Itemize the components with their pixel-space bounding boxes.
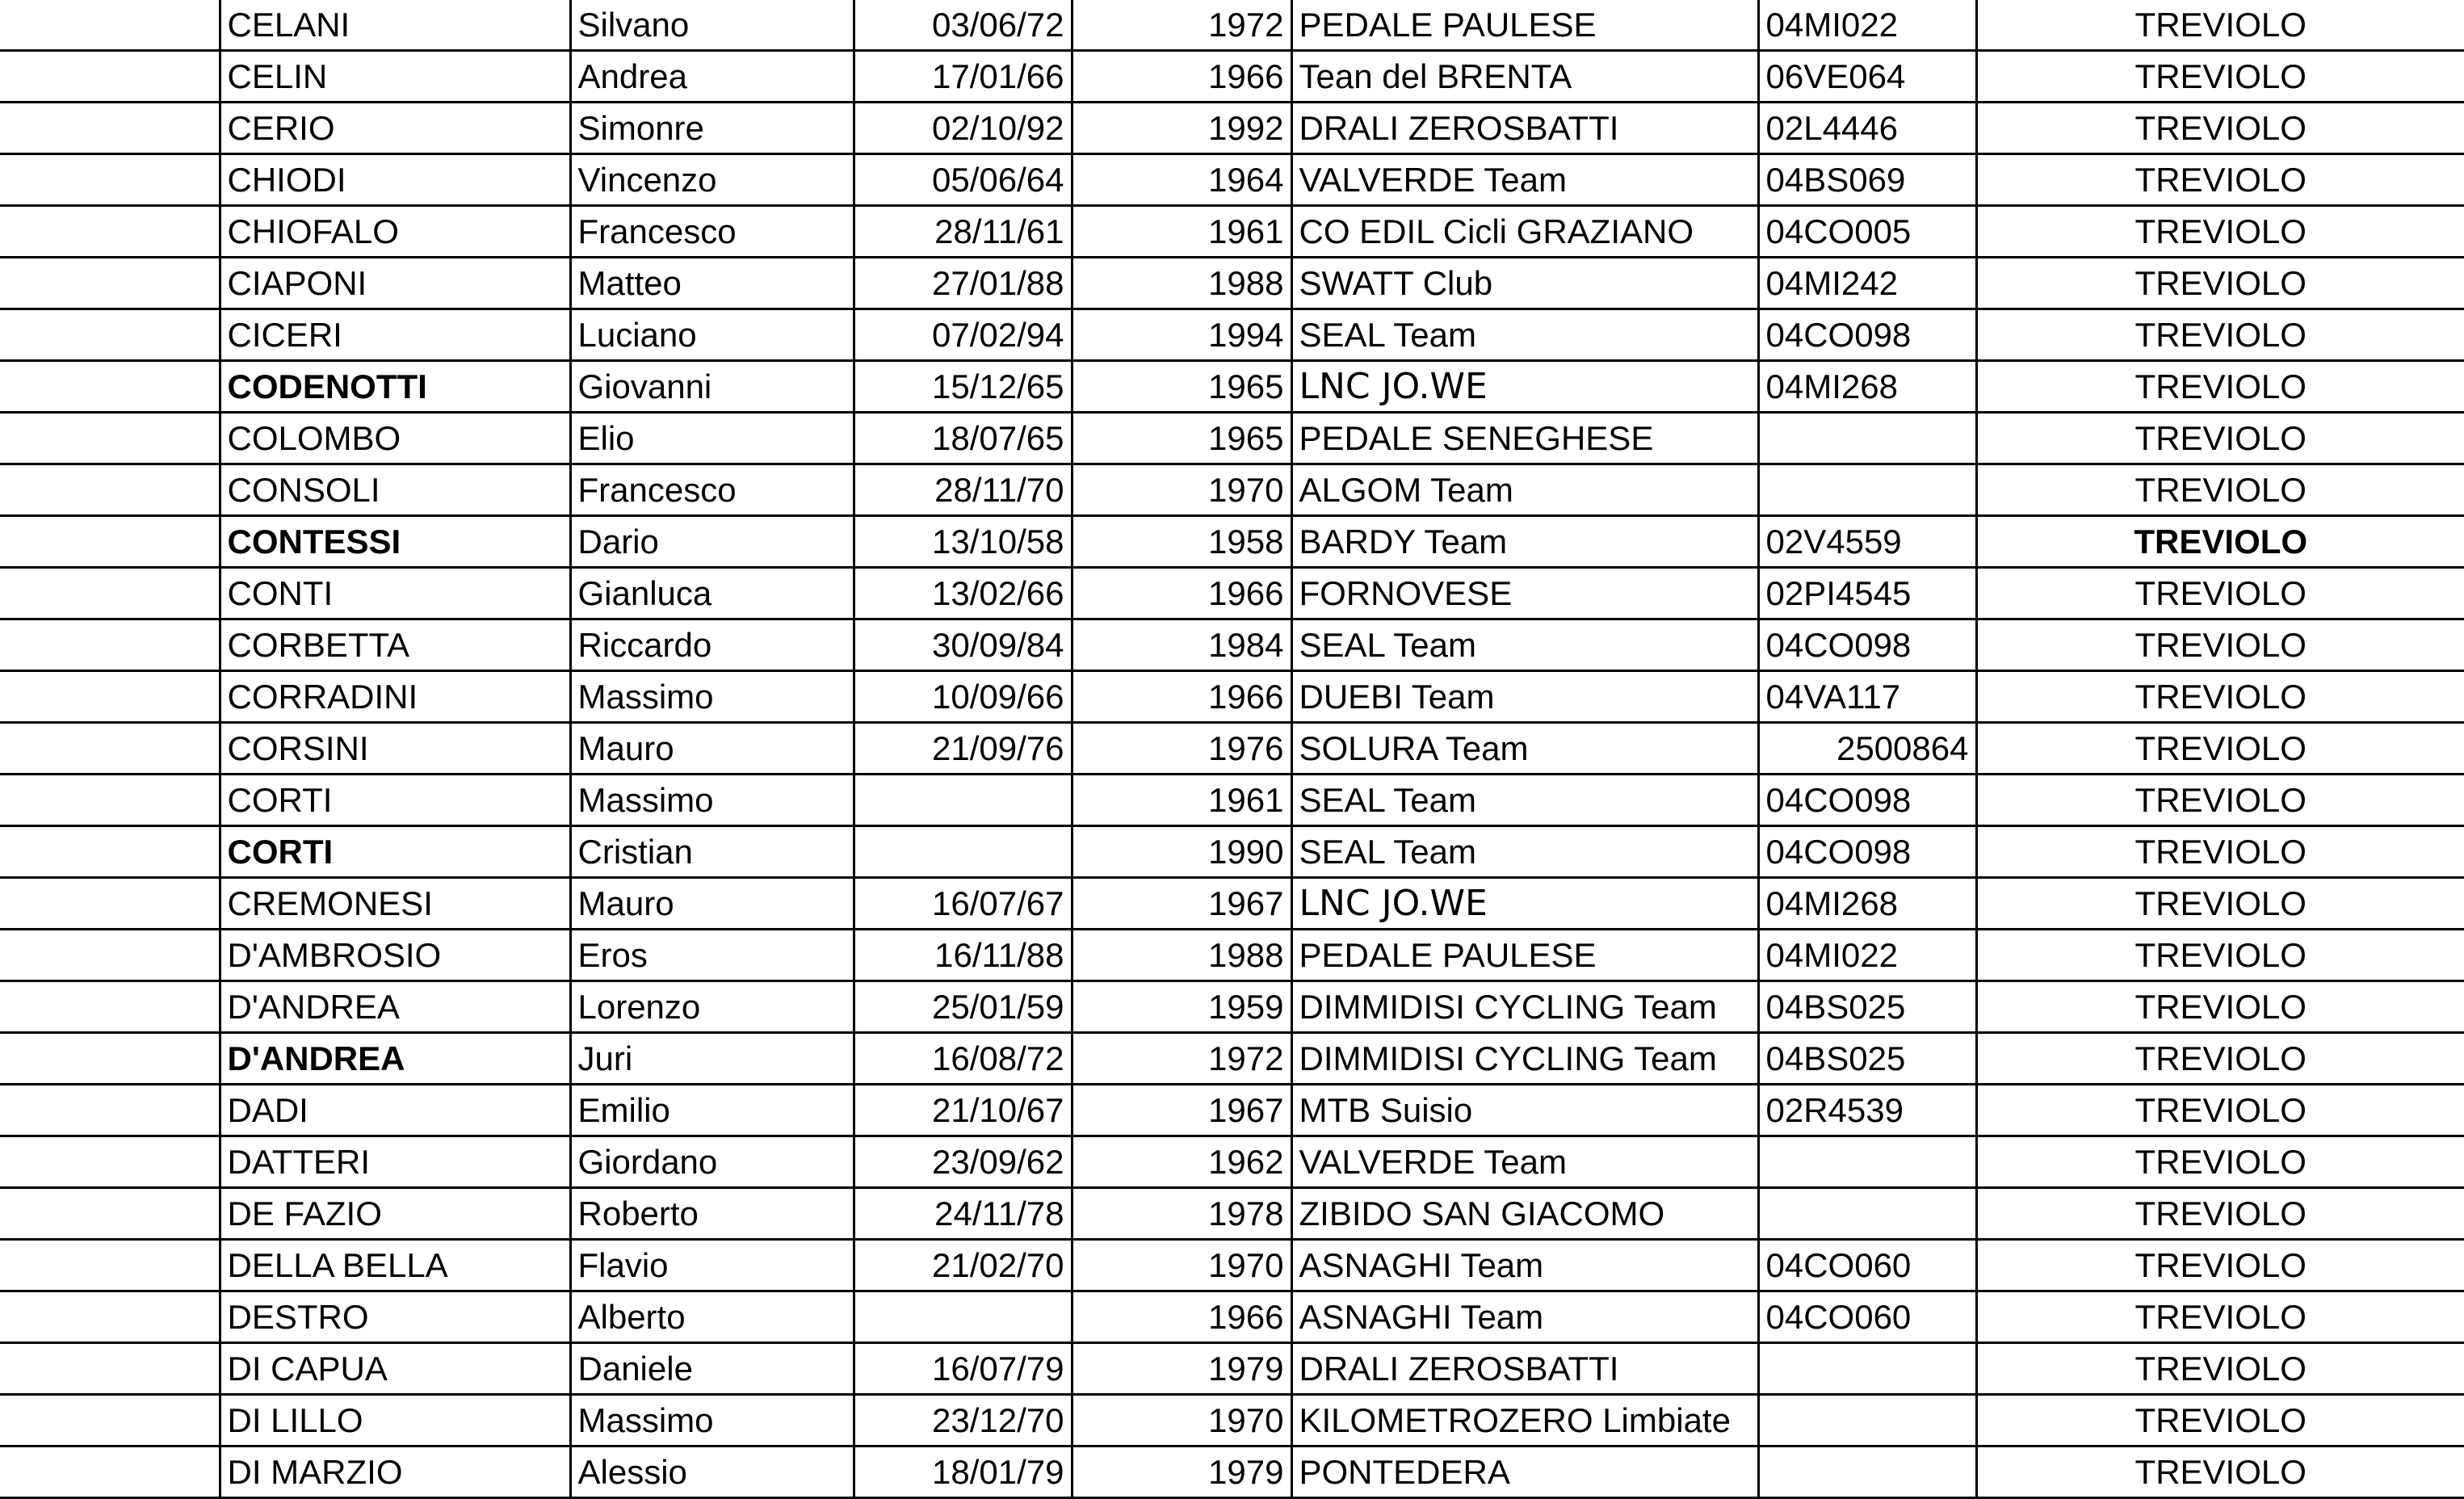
table-row <box>0 413 2464 464</box>
location-cell: TREVIOLO <box>1976 775 2464 826</box>
team-cell: SOLURA Team <box>1291 723 1758 775</box>
empty-cell <box>0 878 220 930</box>
surname-cell: DI MARZIO <box>220 1447 570 1498</box>
first-name-cell: Alessio <box>570 1447 854 1498</box>
team-cell: SEAL Team <box>1291 619 1758 671</box>
empty-cell <box>0 258 220 309</box>
surname-cell: DELLA BELLA <box>220 1240 570 1291</box>
team-cell: ALGOM Team <box>1291 464 1758 516</box>
table-row <box>0 826 2464 878</box>
first-name-cell: Mauro <box>570 723 854 775</box>
birth-date-cell: 21/09/76 <box>854 723 1072 775</box>
surname-cell: CODENOTTI <box>220 361 570 413</box>
empty-cell <box>0 206 220 258</box>
table-row <box>0 1136 2464 1188</box>
location-cell: TREVIOLO <box>1976 1291 2464 1343</box>
birth-year-cell: 1966 <box>1072 568 1291 619</box>
team-cell: SEAL Team <box>1291 826 1758 878</box>
table-row <box>0 1033 2464 1085</box>
surname-cell: CORRADINI <box>220 671 570 723</box>
surname-cell: CONSOLI <box>220 464 570 516</box>
birth-year-cell: 1992 <box>1072 103 1291 154</box>
first-name-cell: Simonre <box>570 103 854 154</box>
team-code-cell <box>1758 464 1976 516</box>
empty-cell <box>0 0 220 51</box>
team-code-cell: 04MI268 <box>1758 361 1976 413</box>
table-row <box>0 1395 2464 1447</box>
first-name-cell: Roberto <box>570 1188 854 1240</box>
first-name-cell: Gianluca <box>570 568 854 619</box>
birth-year-cell: 1988 <box>1072 258 1291 309</box>
team-code-cell: 04BS069 <box>1758 154 1976 206</box>
empty-cell <box>0 413 220 464</box>
team-cell: PEDALE SENEGHESE <box>1291 413 1758 464</box>
team-code-cell: 04MI022 <box>1758 930 1976 981</box>
table-row <box>0 1291 2464 1343</box>
team-cell: ASNAGHI Team <box>1291 1240 1758 1291</box>
empty-cell <box>0 1343 220 1395</box>
table-row <box>0 671 2464 723</box>
birth-year-cell: 1970 <box>1072 464 1291 516</box>
first-name-cell: Francesco <box>570 464 854 516</box>
team-code-cell: 04MI022 <box>1758 0 1976 51</box>
surname-cell: CELIN <box>220 51 570 103</box>
surname-cell: CIAPONI <box>220 258 570 309</box>
team-code-cell: 04CO060 <box>1758 1240 1976 1291</box>
location-cell: TREVIOLO <box>1976 723 2464 775</box>
table-row <box>0 258 2464 309</box>
empty-cell <box>0 1136 220 1188</box>
birth-date-cell <box>854 826 1072 878</box>
birth-date-cell: 17/01/66 <box>854 51 1072 103</box>
birth-year-cell: 1966 <box>1072 671 1291 723</box>
first-name-cell: Alberto <box>570 1291 854 1343</box>
first-name-cell: Dario <box>570 516 854 568</box>
location-cell: TREVIOLO <box>1976 1188 2464 1240</box>
first-name-cell: Massimo <box>570 775 854 826</box>
team-cell: PEDALE PAULESE <box>1291 0 1758 51</box>
surname-cell: CORTI <box>220 775 570 826</box>
birth-date-cell: 07/02/94 <box>854 309 1072 361</box>
table-row <box>0 51 2464 103</box>
team-cell: SWATT Club <box>1291 258 1758 309</box>
birth-date-cell: 28/11/61 <box>854 206 1072 258</box>
surname-cell: D'ANDREA <box>220 981 570 1033</box>
birth-year-cell: 1988 <box>1072 930 1291 981</box>
birth-date-cell: 30/09/84 <box>854 619 1072 671</box>
table-row <box>0 1085 2464 1136</box>
empty-cell <box>0 619 220 671</box>
birth-date-cell <box>854 1291 1072 1343</box>
birth-year-cell: 1979 <box>1072 1343 1291 1395</box>
table-row <box>0 878 2464 930</box>
empty-cell <box>0 1447 220 1498</box>
team-cell: DIMMIDISI CYCLING Team <box>1291 981 1758 1033</box>
empty-cell <box>0 516 220 568</box>
team-code-cell: 04BS025 <box>1758 981 1976 1033</box>
first-name-cell: Lorenzo <box>570 981 854 1033</box>
birth-year-cell: 1979 <box>1072 1447 1291 1498</box>
table-row <box>0 1447 2464 1498</box>
team-cell: DRALI ZEROSBATTI <box>1291 103 1758 154</box>
birth-year-cell: 1970 <box>1072 1395 1291 1447</box>
surname-cell: COLOMBO <box>220 413 570 464</box>
birth-date-cell: 28/11/70 <box>854 464 1072 516</box>
table-row <box>0 464 2464 516</box>
birth-year-cell: 1976 <box>1072 723 1291 775</box>
birth-year-cell: 1990 <box>1072 826 1291 878</box>
birth-date-cell: 15/12/65 <box>854 361 1072 413</box>
first-name-cell: Giovanni <box>570 361 854 413</box>
team-cell: CO EDIL Cicli GRAZIANO <box>1291 206 1758 258</box>
table-row <box>0 361 2464 413</box>
location-cell: TREVIOLO <box>1976 568 2464 619</box>
first-name-cell: Vincenzo <box>570 154 854 206</box>
empty-cell <box>0 464 220 516</box>
location-cell: TREVIOLO <box>1976 619 2464 671</box>
location-cell: TREVIOLO <box>1976 1447 2464 1498</box>
empty-cell <box>0 930 220 981</box>
surname-cell: CELANI <box>220 0 570 51</box>
first-name-cell: Cristian <box>570 826 854 878</box>
first-name-cell: Eros <box>570 930 854 981</box>
team-code-cell: 04VA117 <box>1758 671 1976 723</box>
birth-date-cell: 10/09/66 <box>854 671 1072 723</box>
birth-date-cell: 16/07/67 <box>854 878 1072 930</box>
empty-cell <box>0 361 220 413</box>
location-cell: TREVIOLO <box>1976 1033 2464 1085</box>
empty-cell <box>0 154 220 206</box>
surname-cell: CERIO <box>220 103 570 154</box>
team-code-cell: 04BS025 <box>1758 1033 1976 1085</box>
location-cell: TREVIOLO <box>1976 671 2464 723</box>
location-cell: TREVIOLO <box>1976 361 2464 413</box>
table-row <box>0 1343 2464 1395</box>
birth-year-cell: 1966 <box>1072 1291 1291 1343</box>
table-row <box>0 1240 2464 1291</box>
team-cell: DRALI ZEROSBATTI <box>1291 1343 1758 1395</box>
birth-date-cell: 02/10/92 <box>854 103 1072 154</box>
birth-year-cell: 1978 <box>1072 1188 1291 1240</box>
location-cell: TREVIOLO <box>1976 1343 2464 1395</box>
surname-cell: DESTRO <box>220 1291 570 1343</box>
team-code-cell <box>1758 1447 1976 1498</box>
first-name-cell: Matteo <box>570 258 854 309</box>
team-cell: LNC JO.WE <box>1291 878 1758 930</box>
team-cell: MTB Suisio <box>1291 1085 1758 1136</box>
team-cell: LNC JO.WE <box>1291 361 1758 413</box>
empty-cell <box>0 671 220 723</box>
location-cell: TREVIOLO <box>1976 154 2464 206</box>
birth-date-cell: 18/07/65 <box>854 413 1072 464</box>
team-code-cell: 06VE064 <box>1758 51 1976 103</box>
birth-year-cell: 1961 <box>1072 775 1291 826</box>
first-name-cell: Riccardo <box>570 619 854 671</box>
location-cell: TREVIOLO <box>1976 309 2464 361</box>
birth-year-cell: 1970 <box>1072 1240 1291 1291</box>
location-cell: TREVIOLO <box>1976 413 2464 464</box>
location-cell: TREVIOLO <box>1976 1085 2464 1136</box>
table-row <box>0 103 2464 154</box>
birth-date-cell: 21/10/67 <box>854 1085 1072 1136</box>
team-cell: PEDALE PAULESE <box>1291 930 1758 981</box>
surname-cell: DE FAZIO <box>220 1188 570 1240</box>
team-code-cell: 04CO098 <box>1758 619 1976 671</box>
empty-cell <box>0 309 220 361</box>
table-row <box>0 0 2464 51</box>
team-code-cell: 04CO098 <box>1758 826 1976 878</box>
team-code-cell: 04CO005 <box>1758 206 1976 258</box>
team-code-cell: 02PI4545 <box>1758 568 1976 619</box>
birth-date-cell <box>854 775 1072 826</box>
birth-date-cell: 21/02/70 <box>854 1240 1072 1291</box>
team-code-cell <box>1758 1136 1976 1188</box>
location-cell: TREVIOLO <box>1976 206 2464 258</box>
team-cell: DUEBI Team <box>1291 671 1758 723</box>
team-code-cell <box>1758 1395 1976 1447</box>
empty-cell <box>0 723 220 775</box>
birth-year-cell: 1972 <box>1072 1033 1291 1085</box>
surname-cell: CONTI <box>220 568 570 619</box>
team-code-cell: 2500864 <box>1758 723 1976 775</box>
empty-cell <box>0 568 220 619</box>
birth-date-cell: 25/01/59 <box>854 981 1072 1033</box>
team-code-cell: 02R4539 <box>1758 1085 1976 1136</box>
table-row <box>0 723 2464 775</box>
birth-year-cell: 1961 <box>1072 206 1291 258</box>
team-code-cell: 04MI268 <box>1758 878 1976 930</box>
team-code-cell: 04CO060 <box>1758 1291 1976 1343</box>
surname-cell: D'AMBROSIO <box>220 930 570 981</box>
empty-cell <box>0 1291 220 1343</box>
first-name-cell: Mauro <box>570 878 854 930</box>
team-cell: FORNOVESE <box>1291 568 1758 619</box>
first-name-cell: Silvano <box>570 0 854 51</box>
location-cell: TREVIOLO <box>1976 1240 2464 1291</box>
birth-date-cell: 16/07/79 <box>854 1343 1072 1395</box>
table-row <box>0 619 2464 671</box>
location-cell: TREVIOLO <box>1976 464 2464 516</box>
birth-year-cell: 1972 <box>1072 0 1291 51</box>
table-row <box>0 775 2464 826</box>
team-cell: SEAL Team <box>1291 775 1758 826</box>
location-cell: TREVIOLO <box>1976 516 2464 568</box>
birth-year-cell: 1958 <box>1072 516 1291 568</box>
team-cell: VALVERDE Team <box>1291 154 1758 206</box>
birth-year-cell: 1967 <box>1072 878 1291 930</box>
table-row <box>0 309 2464 361</box>
team-cell: Tean del BRENTA <box>1291 51 1758 103</box>
team-cell: KILOMETROZERO Limbiate <box>1291 1395 1758 1447</box>
location-cell: TREVIOLO <box>1976 930 2464 981</box>
surname-cell: D'ANDREA <box>220 1033 570 1085</box>
surname-cell: DADI <box>220 1085 570 1136</box>
location-cell: TREVIOLO <box>1976 981 2464 1033</box>
birth-year-cell: 1967 <box>1072 1085 1291 1136</box>
surname-cell: CICERI <box>220 309 570 361</box>
birth-date-cell: 18/01/79 <box>854 1447 1072 1498</box>
team-cell: ASNAGHI Team <box>1291 1291 1758 1343</box>
table-row <box>0 981 2464 1033</box>
team-cell: VALVERDE Team <box>1291 1136 1758 1188</box>
empty-cell <box>0 1395 220 1447</box>
surname-cell: CORBETTA <box>220 619 570 671</box>
birth-date-cell: 13/10/58 <box>854 516 1072 568</box>
surname-cell: CHIODI <box>220 154 570 206</box>
location-cell: TREVIOLO <box>1976 258 2464 309</box>
empty-cell <box>0 1188 220 1240</box>
birth-date-cell: 23/12/70 <box>854 1395 1072 1447</box>
team-code-cell: 02V4559 <box>1758 516 1976 568</box>
birth-year-cell: 1966 <box>1072 51 1291 103</box>
team-cell: DIMMIDISI CYCLING Team <box>1291 1033 1758 1085</box>
location-cell: TREVIOLO <box>1976 0 2464 51</box>
team-code-cell <box>1758 1188 1976 1240</box>
table-row <box>0 568 2464 619</box>
table-row <box>0 1188 2464 1240</box>
empty-cell <box>0 103 220 154</box>
birth-year-cell: 1964 <box>1072 154 1291 206</box>
team-cell: ZIBIDO SAN GIACOMO <box>1291 1188 1758 1240</box>
first-name-cell: Emilio <box>570 1085 854 1136</box>
birth-date-cell: 16/08/72 <box>854 1033 1072 1085</box>
empty-cell <box>0 1085 220 1136</box>
table-row <box>0 154 2464 206</box>
table-row <box>0 206 2464 258</box>
surname-cell: DI CAPUA <box>220 1343 570 1395</box>
table-row <box>0 516 2464 568</box>
team-code-cell: 04MI242 <box>1758 258 1976 309</box>
team-code-cell: 04CO098 <box>1758 309 1976 361</box>
empty-cell <box>0 826 220 878</box>
empty-cell <box>0 51 220 103</box>
first-name-cell: Juri <box>570 1033 854 1085</box>
team-code-cell <box>1758 1343 1976 1395</box>
location-cell: TREVIOLO <box>1976 1136 2464 1188</box>
birth-date-cell: 16/11/88 <box>854 930 1072 981</box>
birth-year-cell: 1994 <box>1072 309 1291 361</box>
location-cell: TREVIOLO <box>1976 51 2464 103</box>
first-name-cell: Andrea <box>570 51 854 103</box>
empty-cell <box>0 775 220 826</box>
birth-year-cell: 1962 <box>1072 1136 1291 1188</box>
birth-year-cell: 1984 <box>1072 619 1291 671</box>
birth-year-cell: 1959 <box>1072 981 1291 1033</box>
surname-cell: CORTI <box>220 826 570 878</box>
first-name-cell: Massimo <box>570 1395 854 1447</box>
surname-cell: DATTERI <box>220 1136 570 1188</box>
first-name-cell: Massimo <box>570 671 854 723</box>
first-name-cell: Elio <box>570 413 854 464</box>
team-code-cell <box>1758 413 1976 464</box>
surname-cell: CHIOFALO <box>220 206 570 258</box>
birth-date-cell: 03/06/72 <box>854 0 1072 51</box>
team-cell: BARDY Team <box>1291 516 1758 568</box>
location-cell: TREVIOLO <box>1976 826 2464 878</box>
first-name-cell: Giordano <box>570 1136 854 1188</box>
birth-date-cell: 23/09/62 <box>854 1136 1072 1188</box>
first-name-cell: Francesco <box>570 206 854 258</box>
location-cell: TREVIOLO <box>1976 878 2464 930</box>
birth-date-cell: 13/02/66 <box>854 568 1072 619</box>
surname-cell: CONTESSI <box>220 516 570 568</box>
surname-cell: CORSINI <box>220 723 570 775</box>
first-name-cell: Flavio <box>570 1240 854 1291</box>
empty-cell <box>0 981 220 1033</box>
team-code-cell: 04CO098 <box>1758 775 1976 826</box>
empty-cell <box>0 1240 220 1291</box>
location-cell: TREVIOLO <box>1976 103 2464 154</box>
empty-cell <box>0 1033 220 1085</box>
first-name-cell: Luciano <box>570 309 854 361</box>
team-cell: PONTEDERA <box>1291 1447 1758 1498</box>
table-row <box>0 930 2464 981</box>
location-cell: TREVIOLO <box>1976 1395 2464 1447</box>
birth-date-cell: 27/01/88 <box>854 258 1072 309</box>
team-code-cell: 02L4446 <box>1758 103 1976 154</box>
surname-cell: DI LILLO <box>220 1395 570 1447</box>
birth-year-cell: 1965 <box>1072 413 1291 464</box>
first-name-cell: Daniele <box>570 1343 854 1395</box>
birth-year-cell: 1965 <box>1072 361 1291 413</box>
birth-date-cell: 05/06/64 <box>854 154 1072 206</box>
team-cell: SEAL Team <box>1291 309 1758 361</box>
surname-cell: CREMONESI <box>220 878 570 930</box>
birth-date-cell: 24/11/78 <box>854 1188 1072 1240</box>
